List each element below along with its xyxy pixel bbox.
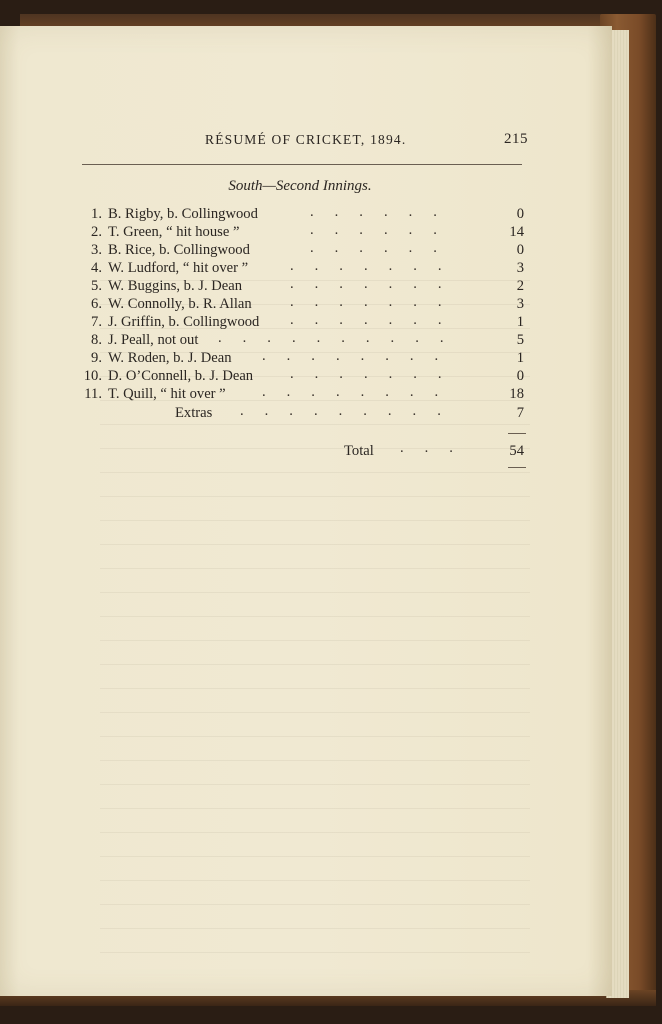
row-number: 5. (91, 278, 102, 294)
batsman-name: T. Green, “ hit house ” (108, 224, 240, 240)
runs: 0 (516, 206, 524, 222)
row-number: 9. (91, 350, 102, 366)
row-number: 3. (91, 242, 102, 258)
row-number: 7. (91, 314, 102, 330)
total-rule (508, 433, 526, 434)
dot-leader: ....... (290, 366, 463, 382)
book-page (0, 26, 612, 996)
dot-leader: .......... (218, 330, 465, 346)
runs: 1 (516, 350, 524, 366)
dot-leader: ....... (290, 312, 463, 328)
runs: 2 (516, 278, 524, 294)
dot-leader: ...... (310, 222, 458, 238)
row-number: 10. (83, 368, 102, 384)
page-number: 215 (504, 131, 528, 147)
row-number: 1. (91, 206, 102, 222)
total-runs: 54 (509, 443, 524, 459)
batsman-name: W. Roden, b. J. Dean (108, 350, 232, 366)
dot-leader: ...... (310, 204, 458, 220)
extras-row (0, 405, 612, 423)
extras-label: Extras (175, 405, 213, 421)
runs: 0 (516, 368, 524, 384)
dot-leader: ........ (262, 348, 460, 364)
dot-leader: ........ (262, 384, 460, 400)
dot-leader: ....... (290, 258, 463, 274)
batsman-name: J. Peall, not out (108, 332, 199, 348)
batsman-name: J. Griffin, b. Collingwood (108, 314, 260, 330)
row-number: 2. (91, 224, 102, 240)
total-underline (508, 467, 526, 468)
runs: 18 (509, 386, 524, 402)
runs: 1 (516, 314, 524, 330)
batsman-name: D. O’Connell, b. J. Dean (108, 368, 254, 384)
runs: 0 (516, 242, 524, 258)
batsman-name: B. Rigby, b. Collingwood (108, 206, 258, 222)
dot-leader: ... (400, 440, 474, 456)
extras-runs: 7 (516, 405, 524, 421)
runs: 5 (516, 332, 524, 348)
runs: 3 (516, 260, 524, 276)
row-number: 8. (91, 332, 102, 348)
row-number: 11. (84, 386, 102, 402)
batsman-name: T. Quill, “ hit over ” (108, 386, 226, 402)
dot-leader: ...... (310, 240, 458, 256)
header-rule (82, 164, 522, 165)
row-number: 6. (91, 296, 102, 312)
batsman-name: W. Buggins, b. J. Dean (108, 278, 243, 294)
dot-leader: ......... (240, 403, 462, 419)
section-title: South—Second Innings. (228, 178, 372, 194)
running-head: RÉSUMÉ OF CRICKET, 1894. (205, 132, 407, 147)
batsman-name: W. Ludford, “ hit over ” (108, 260, 249, 276)
batsman-name: W. Connolly, b. R. Allan (108, 296, 252, 312)
dot-leader: ....... (290, 276, 463, 292)
total-label: Total (344, 443, 374, 459)
dot-leader: ....... (290, 294, 463, 310)
runs: 3 (516, 296, 524, 312)
row-number: 4. (91, 260, 102, 276)
scorecard-row (0, 386, 612, 404)
batsman-name: B. Rice, b. Collingwood (108, 242, 250, 258)
runs: 14 (509, 224, 524, 240)
